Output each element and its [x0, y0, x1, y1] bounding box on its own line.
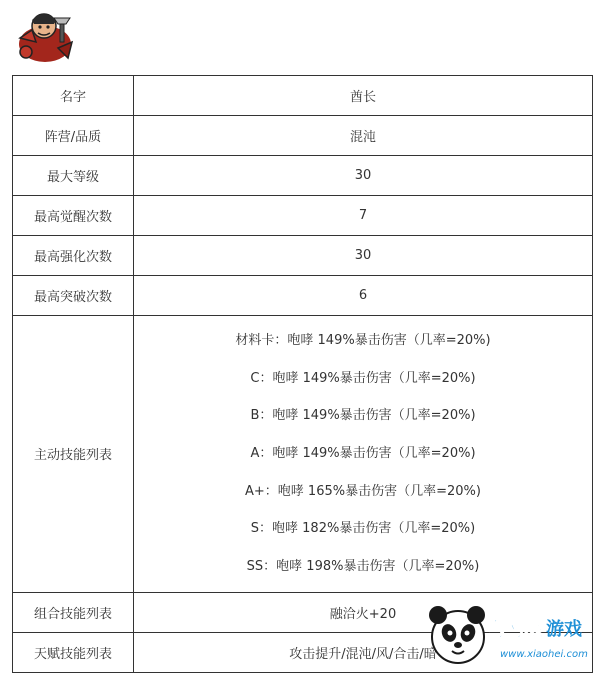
row-value-max-enhance: 30	[134, 236, 593, 276]
row-value-combo-skills: 融洽火+20	[134, 592, 593, 632]
row-value-faction: 混沌	[134, 116, 593, 156]
row-value-talent-skills: 攻击提升/混沌/风/合击/暗	[134, 632, 593, 672]
svg-text:游戏: 游戏	[546, 619, 582, 640]
skill-line: 材料卡：咆哮 149%暴击伤害（几率=20%)	[235, 333, 491, 348]
table-row	[13, 116, 593, 156]
svg-text:www.xiaohei.com: www.xiaohei.com	[500, 649, 588, 660]
table-row	[13, 156, 593, 196]
row-label-max-breakthrough: 最高突破次数	[13, 276, 134, 316]
character-info-table	[12, 75, 593, 673]
table-row	[13, 276, 593, 316]
row-label-name: 名字	[13, 76, 134, 116]
skill-line: A+：咆哮 165%暴击伤害（几率=20%)	[245, 483, 481, 499]
skill-line: SS：咆哮 198%暴击伤害（几率=20%)	[246, 559, 480, 575]
row-label-active-skills: 主动技能列表	[13, 316, 134, 593]
row-value-max-awaken: 7	[134, 196, 593, 236]
row-label-max-awaken: 最高觉醒次数	[13, 196, 134, 236]
table-row	[13, 76, 593, 116]
row-value-max-level: 30	[134, 156, 593, 196]
row-value-max-breakthrough: 6	[134, 276, 593, 316]
table-row	[13, 316, 593, 593]
row-label-faction: 阵营/品质	[13, 116, 134, 156]
skill-line: B：咆哮 149%暴击伤害（几率=20%)	[250, 408, 476, 424]
character-avatar	[14, 8, 76, 66]
active-skills-list	[134, 316, 593, 593]
site-watermark-logo	[418, 585, 600, 669]
svg-text:小黑: 小黑	[488, 609, 545, 642]
row-value-name: 酋长	[134, 76, 593, 116]
table-row	[13, 196, 593, 236]
skill-line: C：咆哮 149%暴击伤害（几率=20%)	[250, 370, 476, 386]
row-label-combo-skills: 组合技能列表	[13, 592, 134, 632]
row-label-max-level: 最大等级	[13, 156, 134, 196]
skill-line: S：咆哮 182%暴击伤害（几率=20%)	[250, 521, 476, 537]
row-label-talent-skills: 天赋技能列表	[13, 632, 134, 672]
row-label-max-enhance: 最高强化次数	[13, 236, 134, 276]
skill-line: A：咆哮 149%暴击伤害（几率=20%)	[250, 446, 476, 462]
table-row	[13, 236, 593, 276]
